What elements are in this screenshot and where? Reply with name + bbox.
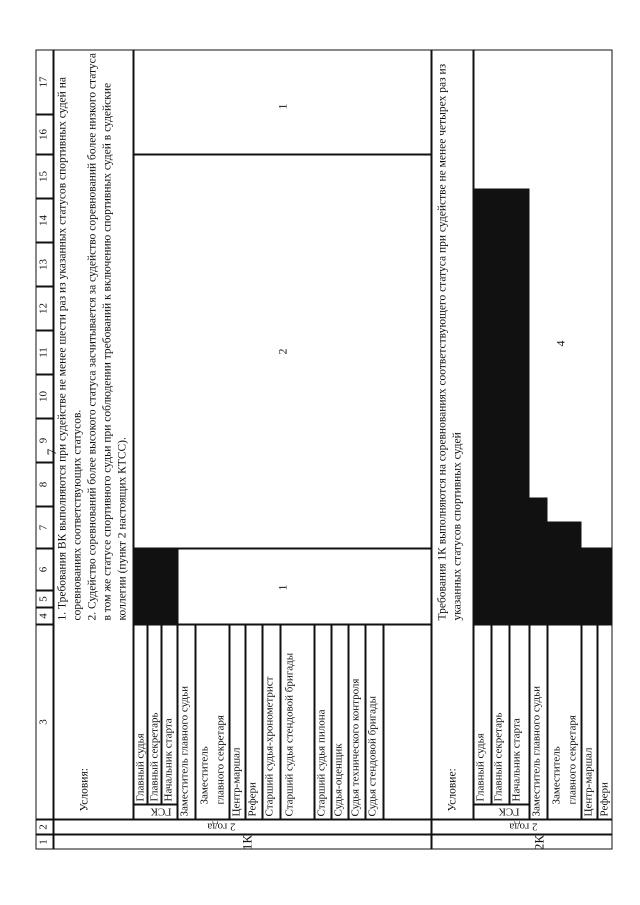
col-num-16: 16 bbox=[36, 115, 54, 155]
page-number: 7 bbox=[44, 448, 59, 456]
value-1k-b: 2 bbox=[275, 348, 290, 355]
role-label: Судья технического контроля bbox=[349, 678, 362, 817]
role-label: Центр-маршал bbox=[582, 747, 595, 817]
role-label: Рефери bbox=[598, 782, 611, 817]
rotated-page bbox=[1, 0, 640, 905]
role-label: Главный судья bbox=[134, 733, 147, 802]
role-label: Заместитель главного судьи bbox=[530, 686, 543, 817]
vk-rule-1: 1. Требования ВК выполняются при судействе не менее шести раз из указанных статусов спортивных судей на соревнованиях соответствующих статусов. bbox=[56, 77, 84, 621]
period-1k-label: 2 года bbox=[207, 820, 236, 833]
role-label: Центр-маршал bbox=[230, 747, 243, 817]
role-label: Судья стендовой бригады bbox=[366, 696, 379, 817]
col-num-5: 5 bbox=[36, 591, 54, 608]
col-num-6: 6 bbox=[36, 549, 54, 591]
col-num-3: 3 bbox=[36, 625, 54, 820]
role-label: Рефери bbox=[246, 782, 259, 817]
col-num-12: 12 bbox=[36, 287, 54, 331]
col-num-10: 10 bbox=[36, 375, 54, 419]
col-num-8: 8 bbox=[36, 463, 54, 507]
role-label: Заместитель главного секретаря bbox=[550, 715, 579, 805]
vk-rule-2: 2. Судейство соревнований более высокого статуса засчитывается за судейство соревнований более низкого статуса в том же статусе спортивного судьи при соблюдении требований к включению спортивных судей в судейские коллегии (пункт 2 настоящих КТСС). bbox=[86, 53, 129, 621]
condition-label-1k: Условия: bbox=[78, 768, 91, 812]
value-1k-a: 1 bbox=[275, 584, 290, 591]
col-num-15: 15 bbox=[36, 155, 54, 199]
col-num-1: 1 bbox=[36, 835, 54, 850]
category-2k-label: 2К bbox=[531, 834, 547, 851]
col-num-4: 4 bbox=[36, 608, 54, 625]
col-num-9: 9 bbox=[36, 419, 54, 463]
value-2k: 4 bbox=[553, 340, 568, 347]
role-label: Старший судья стендовой бригады bbox=[283, 652, 296, 817]
role-label: Главный секретарь bbox=[148, 712, 161, 802]
role-label: Начальник старта bbox=[510, 718, 523, 802]
period-2k-label: 2 года bbox=[509, 820, 538, 833]
role-label: Старший судья пилона bbox=[315, 709, 328, 817]
col-num-2: 2 bbox=[36, 820, 54, 835]
role-label: Заместитель главного секретаря bbox=[198, 715, 227, 805]
role-label: Судья-оценщик bbox=[332, 743, 345, 817]
table-border bbox=[36, 50, 613, 850]
col-num-11: 11 bbox=[36, 331, 54, 375]
role-label: Начальник старта bbox=[162, 718, 175, 802]
condition-text-2k: Требования 1К выполняются на соревнованиях соответствующего статуса при судействе не менее четырех раз из указанных статусов спортивных судей bbox=[436, 63, 464, 621]
role-label: Заместитель главного судьи bbox=[178, 686, 191, 817]
col-num-13: 13 bbox=[36, 243, 54, 287]
condition-label-2k: Условие: bbox=[446, 768, 459, 812]
col-num-17: 17 bbox=[36, 50, 54, 115]
category-1k-label: 1К bbox=[239, 834, 255, 851]
gsk-2k-label: ГСК bbox=[498, 805, 520, 818]
col-num-7: 7 bbox=[36, 507, 54, 549]
role-label: Главный судья bbox=[474, 733, 487, 802]
gsk-1k-label: ГСК bbox=[150, 805, 172, 818]
value-1k-c: 1 bbox=[275, 103, 290, 110]
qualification-table bbox=[36, 50, 613, 850]
role-label: Главный секретарь bbox=[492, 712, 505, 802]
col-num-14: 14 bbox=[36, 199, 54, 243]
role-label: Старший судья-хронометрист bbox=[263, 676, 276, 817]
